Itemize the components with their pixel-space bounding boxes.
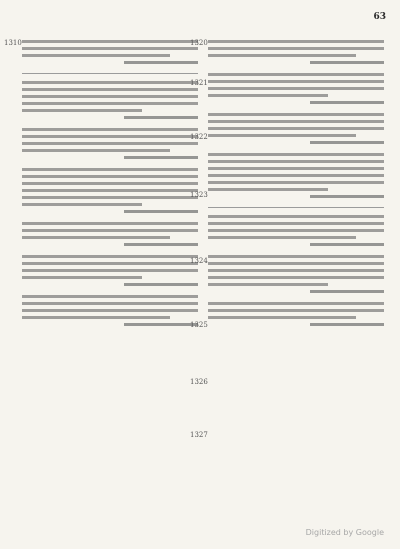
entry-block (208, 113, 384, 144)
margin-number: 1323 (190, 191, 208, 199)
entry-block (208, 302, 384, 326)
page-number: 63 (373, 12, 386, 22)
left-column (22, 40, 198, 335)
margin-number: 1320 (190, 39, 208, 47)
margin-number: 1326 (190, 378, 208, 386)
entry-block (208, 73, 384, 104)
entry-block (22, 222, 198, 246)
entry-block (22, 168, 198, 213)
entry-block (22, 40, 198, 64)
margin-number: 1325 (190, 321, 208, 329)
margin-number: 1310 (4, 39, 22, 47)
entry-block (208, 40, 384, 64)
margin-number: 1327 (190, 431, 208, 439)
margin-number: 1322 (190, 133, 208, 141)
entry-block (22, 128, 198, 159)
watermark: Digitized by Google (305, 528, 384, 537)
entry-block (208, 153, 384, 198)
margin-number: 1324 (190, 257, 208, 265)
right-column (208, 40, 384, 335)
entry-block (208, 255, 384, 293)
entry-block (208, 215, 384, 246)
entry-block (22, 255, 198, 286)
entry-block (22, 295, 198, 326)
margin-number: 1321 (190, 79, 208, 87)
entry-block (22, 81, 198, 119)
